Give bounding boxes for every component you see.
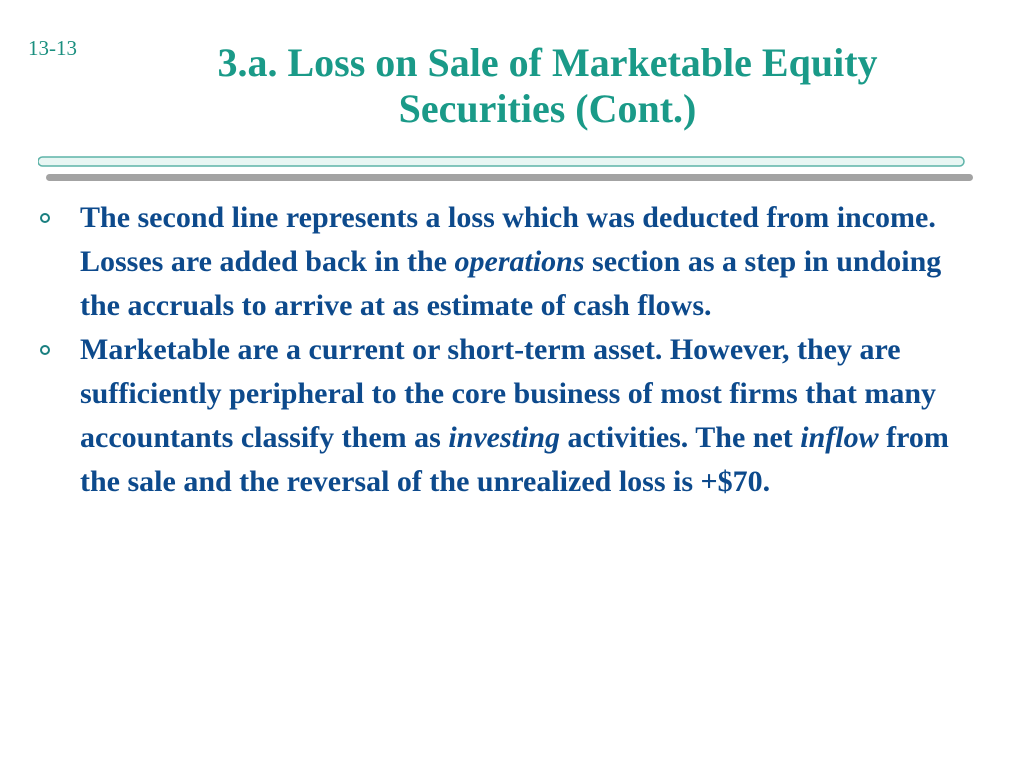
hollow-circle-bullet-icon	[40, 345, 50, 355]
bullet-text: The second line represents a loss which was deducted from income. Losses are added back in the	[80, 201, 936, 278]
bullet-text: section as a step in undoing the accruals to arrive at as estimate of cash flows.	[80, 245, 942, 322]
bullet-emphasis: inflow	[800, 421, 879, 454]
bullet-text: Marketable are a current or short-term asset. However, they are sufficiently peripheral to the core business of most firms that many accountants classify them as	[80, 333, 937, 454]
slide-title-line-2: Securities (Cont.)	[398, 86, 697, 131]
divider-gray-bar	[46, 174, 973, 181]
divider-teal-bar	[38, 157, 964, 166]
bullet-item	[40, 196, 975, 328]
slide-title	[120, 40, 975, 132]
slide-number: 13-13	[28, 36, 77, 60]
bullet-emphasis: operations	[454, 245, 585, 278]
bullet-emphasis: investing	[448, 421, 561, 454]
title-divider	[38, 155, 973, 185]
hollow-circle-bullet-icon	[40, 213, 50, 223]
bullet-list	[40, 196, 975, 504]
bullet-item	[40, 328, 975, 504]
bullet-text: activities. The net	[560, 421, 801, 454]
bullet-text: from the sale and the reversal of the unrealized loss is +$70.	[80, 421, 949, 498]
slide-title-line-1: 3.a. Loss on Sale of Marketable Equity	[217, 40, 878, 85]
